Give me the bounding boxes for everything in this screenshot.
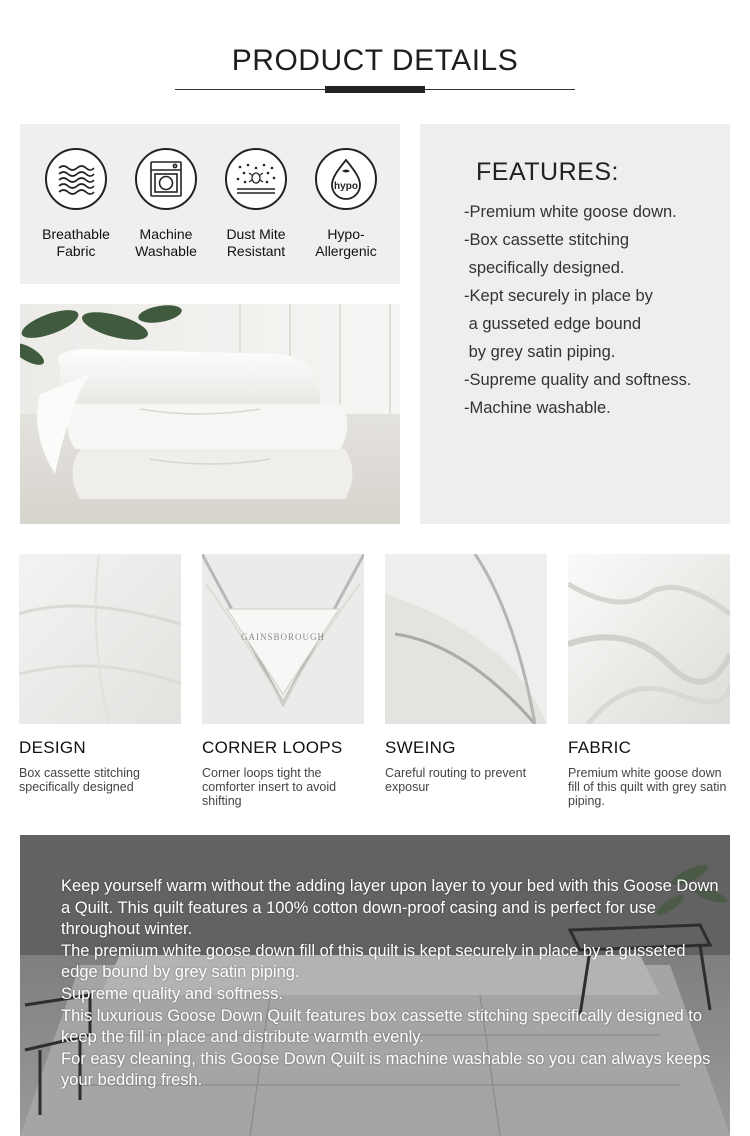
detail-tile-fabric [568, 554, 730, 808]
fabric-photo [568, 554, 730, 724]
page-title: PRODUCT DETAILS [231, 44, 519, 77]
detail-tile-design [19, 554, 181, 794]
features-item: -Kept securely in place by [464, 287, 653, 305]
quilt-label-text: GAINSBOROUGH [240, 632, 326, 642]
folded-quilt-photo [20, 304, 400, 524]
features-item: by grey satin piping. [464, 343, 616, 361]
detail-title: FABRIC [568, 738, 632, 757]
title-divider-accent [325, 86, 425, 93]
breathable-fabric-icon [45, 148, 107, 210]
hypo-badge-text: hypo [334, 181, 358, 192]
description-paragraph: For easy cleaning, this Goose Down Quilt is machine washable so you can always keeps your bedding fresh. [61, 1049, 711, 1090]
detail-tile-corner-loops [202, 554, 364, 808]
features-item: -Box cassette stitching [464, 231, 630, 249]
features-panel [420, 124, 730, 524]
detail-title: SWEING [385, 738, 456, 757]
icon-item-hypo [306, 148, 386, 260]
detail-desc: Careful routing to prevent exposur [385, 766, 527, 794]
detail-desc: Box cassette stitching specifically designed [19, 766, 140, 794]
icon-item-washable [126, 148, 206, 260]
machine-washable-icon [135, 148, 197, 210]
features-item: specifically designed. [464, 259, 625, 277]
product-description [61, 876, 721, 1092]
description-paragraph: Supreme quality and softness. [61, 984, 283, 1003]
feature-icons-panel [20, 124, 400, 284]
description-paragraph: Keep yourself warm without the adding layer upon layer to your bed with this Goose Down a Quilt. This quilt features a 100% cotton down-proof casing and is perfect for use throughout winter. [61, 877, 719, 939]
detail-desc: Corner loops tight the comforter insert to avoid shifting [202, 766, 337, 808]
hypo-allergenic-icon [315, 148, 377, 210]
sweing-photo [385, 554, 547, 724]
design-photo [19, 554, 181, 724]
description-paragraph: This luxurious Goose Down Quilt features box cassette stitching specifically designed to keep the fill in place and distribute warmth evenly. [61, 1006, 703, 1047]
icon-label-dust-mite: Dust Mite Resistant [226, 226, 286, 259]
features-heading: FEATURES: [476, 158, 619, 186]
icon-label-breathable: Breathable Fabric [42, 226, 110, 259]
features-item: -Premium white goose down. [464, 203, 677, 221]
corner-loops-photo [202, 554, 364, 724]
features-item: a gusseted edge bound [464, 315, 642, 333]
dust-mite-resistant-icon [225, 148, 287, 210]
description-paragraph: The premium white goose down fill of this quilt is kept securely in place by a gusseted edge bound by grey satin piping. [61, 941, 686, 982]
detail-title: CORNER LOOPS [202, 738, 343, 757]
detail-tile-sweing [385, 554, 547, 794]
icon-item-dust-mite [216, 148, 296, 260]
icon-label-washable: Machine Washable [135, 226, 197, 259]
features-item: -Supreme quality and softness. [464, 371, 692, 389]
features-list [464, 198, 691, 422]
detail-desc: Premium white goose down fill of this quilt with grey satin piping. [568, 766, 727, 808]
icon-item-breathable [36, 148, 116, 260]
detail-title: DESIGN [19, 738, 86, 757]
features-item: -Machine washable. [464, 399, 611, 417]
icon-label-hypo: Hypo-Allergenic [315, 226, 377, 259]
